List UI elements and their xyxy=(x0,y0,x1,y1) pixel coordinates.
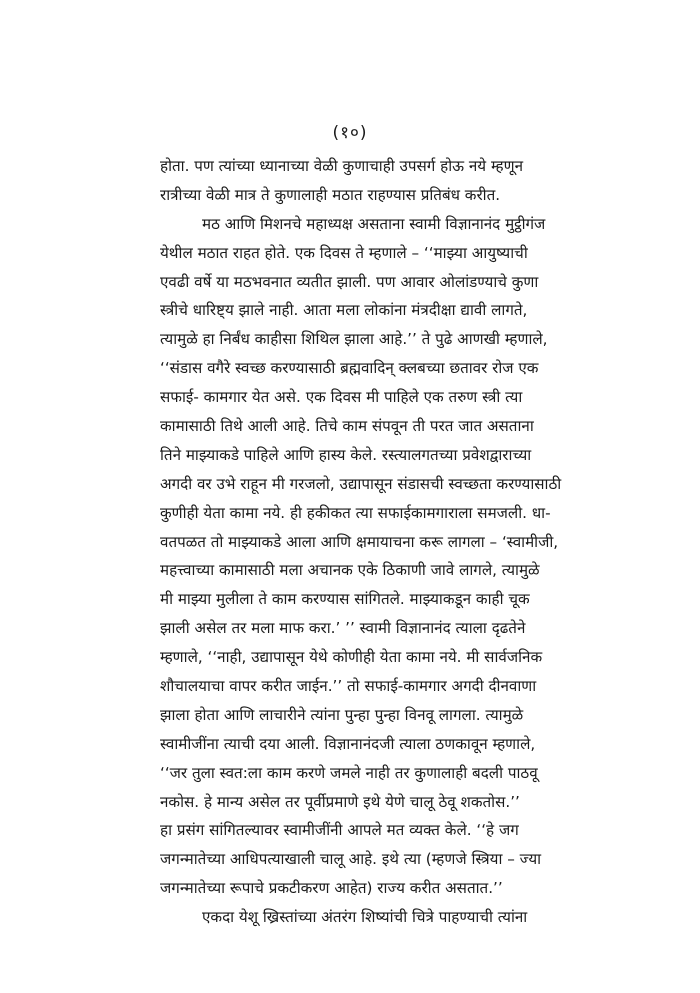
text-line: त्यामुळे हा निर्बंध काहीसा शिथिल झाला आहे.’’ ते पुढे आणखी म्हणाले, xyxy=(160,330,548,349)
text-line: झाला होता आणि लाचारीने त्यांना पुन्हा पुन्हा विनवू लागला. त्यामुळे xyxy=(160,705,524,724)
text-line: सफाई- कामगार येत असे. एक दिवस मी पाहिले एक तरुण स्त्री त्या xyxy=(160,388,523,407)
text-line: झाली असेल तर मला माफ करा.’ ’’ स्वामी विज्ञानानंद त्याला दृढतेने xyxy=(160,619,526,638)
text-line: नकोस. हे मान्य असेल तर पूर्वीप्रमाणे इथे येणे चालू ठेवू शकतोस.’’ xyxy=(160,792,520,811)
text-line: जगन्मातेच्या आधिपत्याखाली चालू आहे. इथे त्या (म्हणजे स्त्रिया – ज्या xyxy=(160,850,542,869)
text-line: रात्रीच्या वेळी मात्र ते कुणालाही मठात राहण्यास प्रतिबंध करीत. xyxy=(160,185,501,204)
text-line: अगदी वर उभे राहून मी गरजलो, उद्यापासून संडासची स्वच्छता करण्यासाठी xyxy=(160,474,562,493)
text-line: स्त्रीचे धारिष्ट्य झाले नाही. आता मला लोकांना मंत्रदीक्षा द्यावी लागते, xyxy=(160,301,528,320)
text-line: हा प्रसंग सांगितल्यावर स्वामीजींनी आपले मत व्यक्त केले. ‘‘हे जग xyxy=(160,821,519,840)
page-number: (१०) xyxy=(332,123,368,143)
text-line: मठ आणि मिशनचे महाध्यक्ष असताना स्वामी विज्ञानानंद मुट्ठीगंज xyxy=(202,214,546,233)
text-line: ‘‘संडास वगैरे स्वच्छ करण्यासाठी ब्रह्मवादिन् क्लबच्या छतावर रोज एक xyxy=(160,359,539,378)
text-line: कुणीही येता कामा नये. ही हकीकत त्या सफाईकामगाराला समजली. धा- xyxy=(160,503,551,522)
text-line: एवढी वर्षे या मठभवनात व्यतीत झाली. पण आवार ओलांडण्याचे कुणा xyxy=(160,272,539,291)
text-line: होता. पण त्यांच्या ध्यानाच्या वेळी कुणाचाही उपसर्ग होऊ नये म्हणून xyxy=(160,157,524,175)
text-line: कामासाठी तिथे आली आहे. तिचे काम संपवून ती परत जात असताना xyxy=(160,417,534,436)
text-line: येथील मठात राहत होते. एक दिवस ते म्हणाले – ‘‘माझ्या आयुष्याची xyxy=(160,243,528,262)
text-line: वतपळत तो माझ्याकडे आला आणि क्षमायाचना करू लागला – ‘स्वामीजी, xyxy=(160,532,559,551)
text-line: तिने माझ्याकडे पाहिले आणि हास्य केले. रस्त्यालगतच्या प्रवेशद्वाराच्या xyxy=(160,445,532,464)
text-line: म्हणाले, ‘‘नाही, उद्यापासून येथे कोणीही येता कामा नये. मी सार्वजनिक xyxy=(160,648,543,667)
body-text xyxy=(160,152,656,932)
text-line: महत्त्वाच्या कामासाठी मला अचानक एके ठिकाणी जावे लागले, त्यामुळे xyxy=(160,561,540,580)
text-line: शौचालयाचा वापर करीत जाईन.’’ तो सफाई-कामगार अगदी दीनवाणा xyxy=(160,677,537,696)
text-line: ‘‘जर तुला स्वत:ला काम करणे जमले नाही तर कुणालाही बदली पाठवू xyxy=(160,763,538,782)
text-line: स्वामीजींना त्याची दया आली. विज्ञानानंदजी त्याला ठणकावून म्हणाले, xyxy=(160,734,536,753)
text-line: मी माझ्या मुलीला ते काम करण्यास सांगितले. माझ्याकडून काही चूक xyxy=(160,590,530,609)
text-line: जगन्मातेच्या रूपाचे प्रकटीकरण आहेत) राज्य करीत असतात.’’ xyxy=(160,879,503,898)
text-line: एकदा येशू ख्रिस्तांच्या अंतरंग शिष्यांची चित्रे पाहण्याची त्यांना xyxy=(202,908,528,927)
